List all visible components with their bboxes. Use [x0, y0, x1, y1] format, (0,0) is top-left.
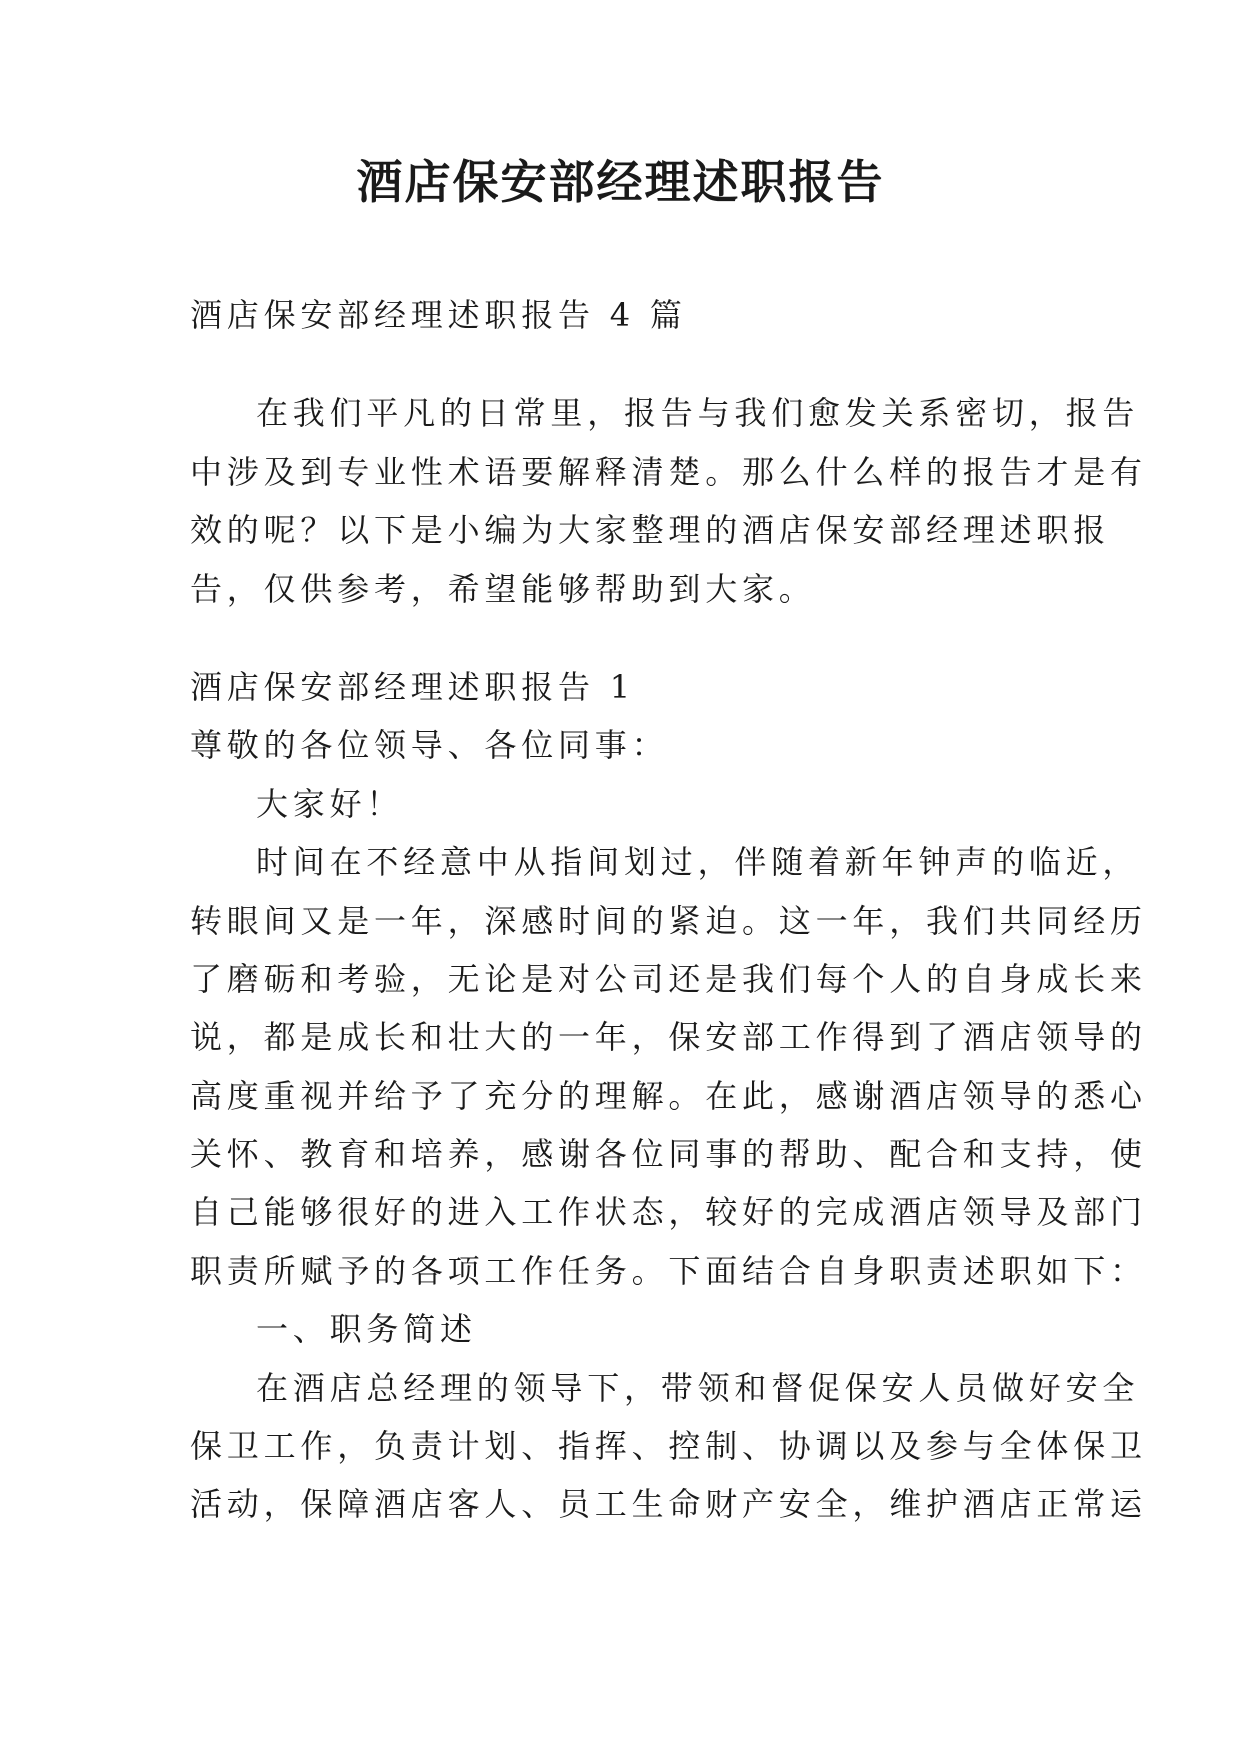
document-title: 酒店保安部经理述职报告	[356, 155, 885, 209]
spacer	[190, 344, 1060, 384]
document-body	[190, 286, 1147, 1534]
intro-line: 效的呢？以下是小编为大家整理的酒店保安部经理述职报	[190, 511, 1111, 550]
paragraph-line: 保卫工作，负责计划、指挥、控制、协调以及参与全体保卫	[190, 1427, 1147, 1466]
paragraph-line: 高度重视并给予了充分的理解。在此，感谢酒店领导的悉心	[190, 1076, 1147, 1115]
paragraph-line: 职责所赋予的各项工作任务。下面结合自身职责述职如下：	[190, 1251, 1147, 1290]
section-heading: 酒店保安部经理述职报告 1	[190, 667, 635, 706]
greeting: 大家好！	[256, 784, 404, 823]
intro-line: 中涉及到专业性术语要解释清楚。那么什么样的报告才是有	[190, 452, 1147, 491]
spacer	[190, 618, 1060, 658]
paragraph-line: 自己能够很好的进入工作状态，较好的完成酒店领导及部门	[190, 1193, 1147, 1232]
paragraph-line: 了磨砺和考验，无论是对公司还是我们每个人的自身成长来	[190, 959, 1147, 998]
paragraph-line: 关怀、教育和培养，感谢各位同事的帮助、配合和支持，使	[190, 1135, 1147, 1174]
paragraph-line: 活动，保障酒店客人、员工生命财产安全，维护酒店正常运	[190, 1485, 1147, 1524]
paragraph-2	[190, 1359, 1147, 1534]
intro-paragraph	[190, 384, 1147, 618]
paragraph-line: 时间在不经意中从指间划过，伴随着新年钟声的临近，	[256, 843, 1140, 882]
subheading: 一、职务简述	[256, 1310, 477, 1349]
subtitle: 酒店保安部经理述职报告 4 篇	[190, 296, 687, 334]
paragraph-line: 转眼间又是一年，深感时间的紧迫。这一年，我们共同经历	[190, 901, 1147, 940]
paragraph-line: 在酒店总经理的领导下，带领和督促保安人员做好安全	[256, 1368, 1140, 1407]
salutation: 尊敬的各位领导、各位同事：	[190, 726, 669, 765]
intro-line: 在我们平凡的日常里，报告与我们愈发关系密切，报告	[256, 394, 1140, 433]
paragraph-1	[190, 833, 1147, 1300]
intro-line: 告，仅供参考，希望能够帮助到大家。	[190, 569, 816, 608]
paragraph-line: 说，都是成长和壮大的一年，保安部工作得到了酒店领导的	[190, 1018, 1147, 1057]
